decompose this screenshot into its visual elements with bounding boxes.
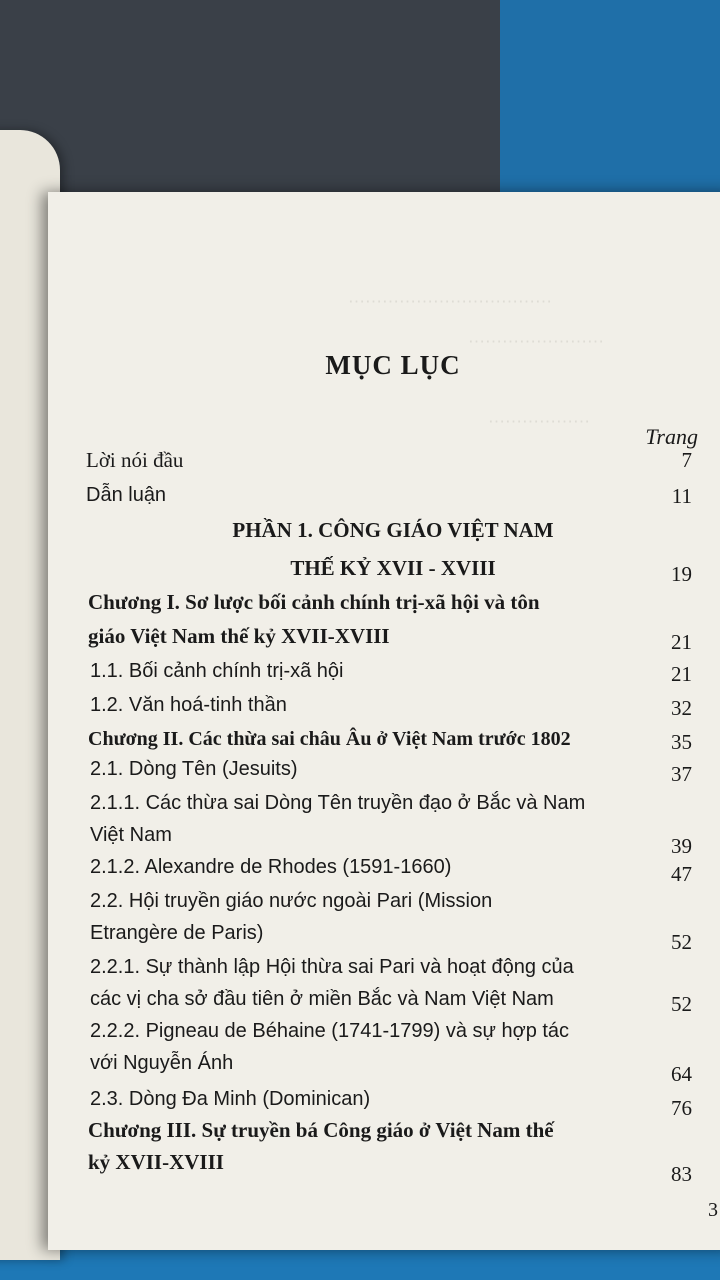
toc-entry-text: với Nguyễn Ánh (90, 1052, 234, 1074)
toc-entry-text: Dẫn luận (86, 484, 167, 506)
toc-entry-page: 37 (671, 762, 692, 786)
toc-entry-text: 2.1.1. Các thừa sai Dòng Tên truyền đạo ở Bắc và Nam (90, 792, 586, 814)
toc-entry-text: các vị cha sở đầu tiên ở miền Bắc và Nam Việt Nam (90, 988, 554, 1010)
toc-entry-text: Lời nói đầu (86, 448, 184, 472)
toc-entry-page: 76 (671, 1096, 692, 1120)
toc-entry-page: 21 (671, 630, 692, 654)
toc-entry-text: 1.2. Văn hoá-tinh thần (90, 694, 287, 716)
page-column-header: Trang (645, 424, 698, 449)
toc-entry-page: 47 (671, 862, 692, 886)
toc-entry-page: 52 (671, 992, 692, 1016)
toc-entry-page: 39 (671, 834, 692, 858)
toc-entry-text: Việt Nam (90, 824, 172, 846)
show-through-text: ⋯⋯⋯⋯⋯⋯⋯⋯ (468, 332, 604, 351)
page-number: 3 (708, 1199, 718, 1221)
toc-entry-page: 7 (681, 448, 692, 472)
chapter-title: kỷ XVII-XVIII (88, 1150, 224, 1174)
book-page (48, 192, 720, 1250)
toc-entry-text: Etrangère de Paris) (90, 922, 264, 944)
toc-entry-page: 64 (671, 1062, 692, 1086)
toc-entry-page: 11 (671, 484, 692, 508)
show-through-text: ⋯⋯⋯⋯⋯⋯ (488, 412, 590, 431)
background-blue (500, 0, 720, 200)
toc-entry-page: 21 (671, 662, 692, 686)
toc-entry-page: 19 (671, 562, 692, 586)
toc-entry-text: 2.2.2. Pigneau de Béhaine (1741-1799) và sự hợp tác (90, 1020, 570, 1042)
show-through-text: ⋯⋯⋯⋯⋯⋯⋯⋯⋯⋯⋯⋯ (348, 292, 552, 311)
toc-title: MỤC LỤC (325, 350, 461, 380)
toc-entry-text: 2.1. Dòng Tên (Jesuits) (90, 758, 298, 780)
toc-entry-page: 35 (671, 730, 692, 754)
toc-entry-page: 83 (671, 1162, 692, 1186)
chapter-title: giáo Việt Nam thế kỷ XVII-XVIII (88, 624, 390, 648)
toc-entry-text: 2.3. Dòng Đa Minh (Dominican) (90, 1088, 371, 1110)
part-heading: THẾ KỶ XVII - XVIII (290, 556, 496, 580)
toc-entry-text: 2.2.1. Sự thành lập Hội thừa sai Pari và hoạt động của (90, 956, 574, 978)
chapter-title: Chương II. Các thừa sai châu Âu ở Việt Nam trước 1802 (88, 728, 571, 750)
part-heading: PHẦN 1. CÔNG GIÁO VIỆT NAM (232, 518, 554, 542)
background-dark (0, 0, 520, 200)
toc-entry-text: 2.2. Hội truyền giáo nước ngoài Pari (Mission (90, 890, 493, 912)
toc-entry-text: 1.1. Bối cảnh chính trị-xã hội (90, 660, 344, 682)
toc-entry-text: 2.1.2. Alexandre de Rhodes (1591-1660) (90, 856, 452, 878)
chapter-title: Chương III. Sự truyền bá Công giáo ở Việt Nam thế (88, 1118, 554, 1142)
toc-entry-page: 52 (671, 930, 692, 954)
toc-entry-page: 32 (671, 696, 692, 720)
chapter-title: Chương I. Sơ lược bối cảnh chính trị-xã hội và tôn (88, 590, 540, 614)
